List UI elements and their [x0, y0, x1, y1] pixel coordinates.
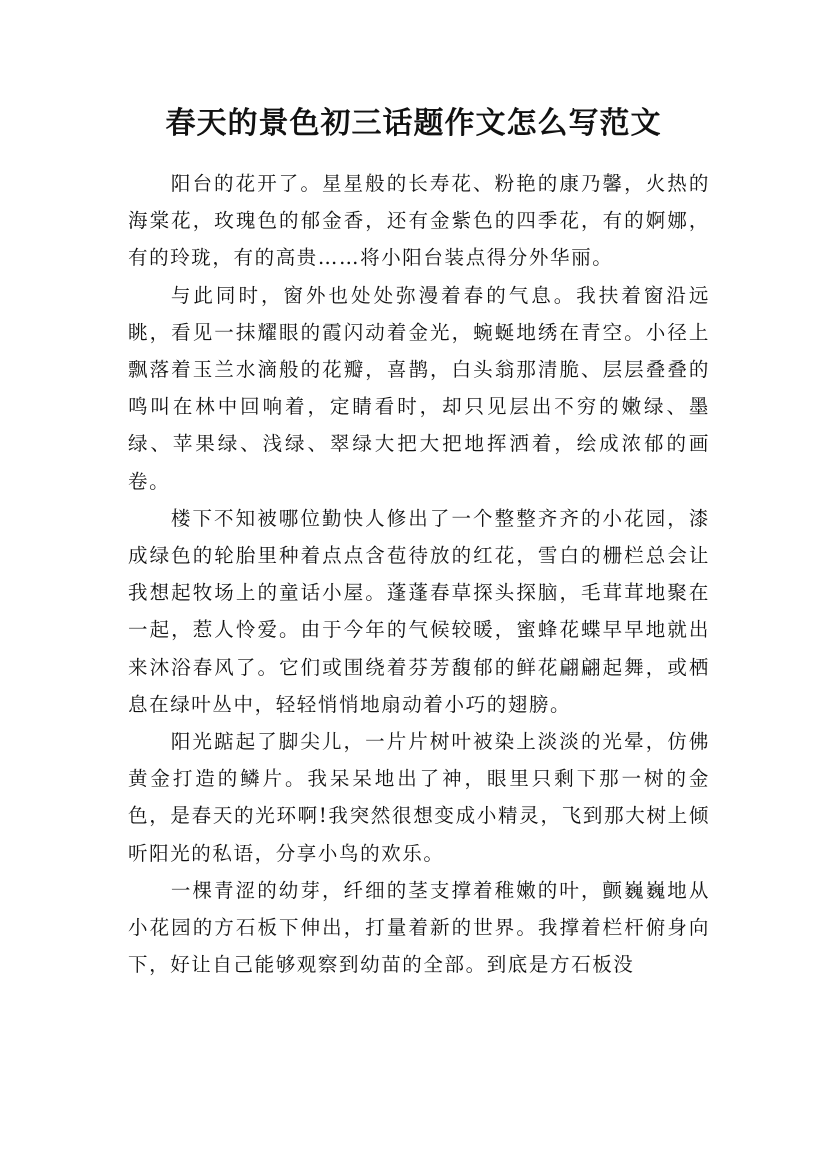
paragraph-2: 与此同时，窗外也处处弥漫着春的气息。我扶着窗沿远眺，看见一抹耀眼的霞闪动着金光，蜿蜒地绣在青空。小径上飘落着玉兰水滴般的花瓣，喜鹊，白头翁那清脆、层层叠叠的鸣叫在林中回响着，定睛看时，却只见层出不穷的嫩绿、墨绿、苹果绿、浅绿、翠绿大把大把地挥洒着，绘成浓郁的画卷。 — [128, 283, 710, 493]
paragraph-1: 阳台的花开了。星星般的长寿花、粉艳的康乃馨，火热的海棠花，玫瑰色的郁金香，还有金紫色的四季花，有的婀娜，有的玲珑，有的高贵……将小阳台装点得分外华丽。 — [128, 172, 710, 270]
document-body — [128, 165, 710, 983]
paragraph-4: 阳光踮起了脚尖儿，一片片树叶被染上淡淡的光晕，仿佛黄金打造的鳞片。我呆呆地出了神，眼里只剩下那一树的金色，是春天的光环啊!我突然很想变成小精灵，飞到那大树上倾听阳光的私语，分享小鸟的欢乐。 — [128, 730, 710, 865]
paragraph-5: 一棵青涩的幼芽，纤细的茎支撑着稚嫩的叶，颤巍巍地从小花园的方石板下伸出，打量着新的世界。我撑着栏杆俯身向下，好让自己能够观察到幼苗的全部。到底是方石板没 — [128, 878, 710, 977]
paragraph-3: 楼下不知被哪位勤快人修出了一个整整齐齐的小花园，漆成绿色的轮胎里种着点点含苞待放的红花，雪白的栅栏总会让我想起牧场上的童话小屋。蓬蓬春草探头探脑，毛茸茸地聚在一起，惹人怜爱。由于今年的气候较暖，蜜蜂花蝶早早地就出来沐浴春风了。它们或围绕着芬芳馥郁的鲜花翩翩起舞，或栖息在绿叶丛中，轻轻悄悄地扇动着小巧的翅膀。 — [128, 506, 710, 716]
document-title: 春天的景色初三话题作文怎么写范文 — [165, 106, 662, 141]
